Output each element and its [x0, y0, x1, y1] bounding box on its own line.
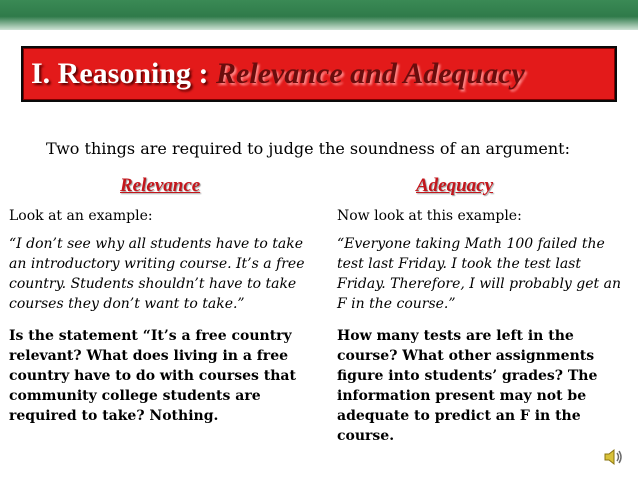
relevance-analysis: Is the statement “It’s a free country relevant? What does living in a free country have to do with courses that community college students are required to take? Nothing.	[9, 328, 296, 424]
relevance-lead: Look at an example:	[9, 208, 153, 224]
intro-text: Two things are required to judge the soundness of an argument:	[46, 139, 570, 158]
speaker-icon[interactable]	[603, 447, 625, 467]
slide-title-bar	[21, 46, 617, 102]
title-main: I. Reasoning :	[31, 57, 217, 90]
top-band	[0, 0, 638, 30]
adequacy-lead: Now look at this example:	[337, 208, 522, 224]
relevance-heading: Relevance	[120, 175, 201, 196]
adequacy-analysis: How many tests are left in the course? What other assignments figure into students’ grades? The information present may not be adequate to predict an F in the course.	[337, 328, 598, 444]
adequacy-quote: “Everyone taking Math 100 failed the test last Friday. I took the test last Friday. Therefore, I will probably get an F in the course.”	[337, 236, 621, 312]
relevance-column	[9, 206, 309, 434]
adequacy-heading: Adequacy	[416, 175, 494, 196]
title-subtitle: Relevance and Adequacy	[216, 57, 525, 90]
slide-title	[31, 57, 525, 91]
relevance-quote: “I don’t see why all students have to take an introductory writing course. It’s a free country. Students shouldn’t have to take courses they don’t want to take.”	[9, 236, 305, 312]
adequacy-column	[337, 206, 622, 454]
